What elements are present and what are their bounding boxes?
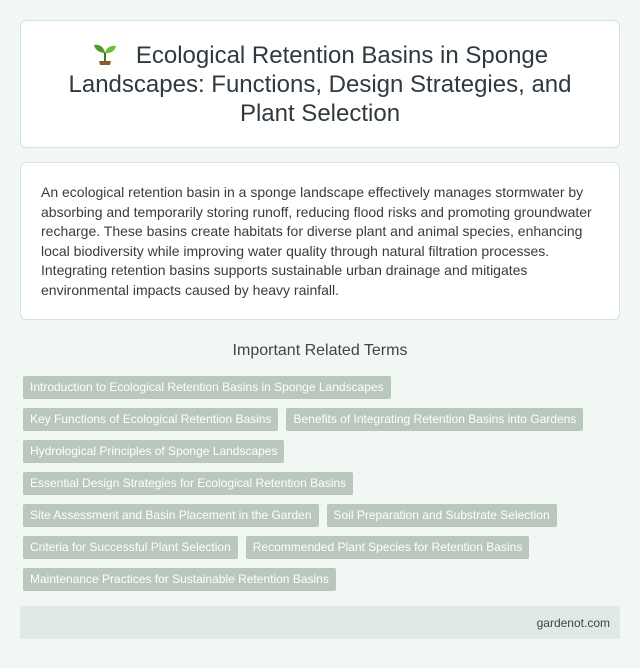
description-card (20, 162, 620, 320)
page-title-text: Ecological Retention Basins in Sponge Landscapes: Functions, Design Strategies, and Plant Selection (68, 41, 572, 127)
title-card (20, 20, 620, 148)
footer-site-link[interactable]: gardenot.com (536, 615, 610, 630)
related-term-tag[interactable]: Key Functions of Ecological Retention Basins (23, 408, 278, 431)
related-terms-list (20, 376, 620, 591)
related-term-tag[interactable]: Maintenance Practices for Sustainable Retention Basins (23, 568, 336, 591)
related-term-tag[interactable]: Benefits of Integrating Retention Basins into Gardens (286, 408, 583, 431)
sprout-icon (92, 41, 118, 65)
related-term-tag[interactable]: Criteria for Successful Plant Selection (23, 536, 238, 559)
related-term-tag[interactable]: Hydrological Principles of Sponge Landscapes (23, 440, 284, 463)
related-term-tag[interactable]: Essential Design Strategies for Ecological Retention Basins (23, 472, 353, 495)
footer (20, 606, 620, 639)
page-title (45, 41, 595, 128)
description-text: An ecological retention basin in a sponge landscape effectively manages stormwater by absorbing and temporarily storing runoff, reducing flood risks and promoting groundwater recharge. These basins create habitats for diverse plant and animal species, enhancing local biodiversity while improving water quality through natural filtration processes. Integrating retention basins supports sustainable urban drainage and mitigates environmental impacts caused by heavy rainfall. (41, 184, 592, 298)
related-term-tag[interactable]: Soil Preparation and Substrate Selection (327, 504, 557, 527)
related-term-tag[interactable]: Introduction to Ecological Retention Basins in Sponge Landscapes (23, 376, 391, 399)
related-term-tag[interactable]: Recommended Plant Species for Retention Basins (246, 536, 529, 559)
related-term-tag[interactable]: Site Assessment and Basin Placement in the Garden (23, 504, 319, 527)
related-terms-heading: Important Related Terms (232, 342, 408, 359)
